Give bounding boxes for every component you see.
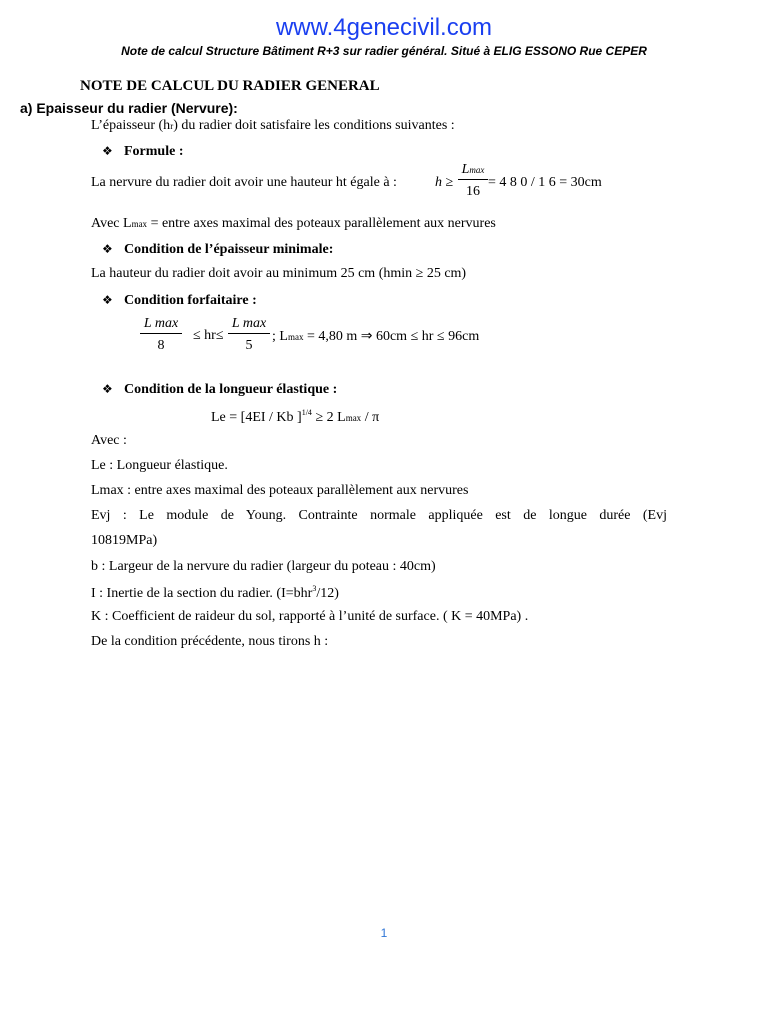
site-url-link[interactable]: www.4genecivil.com	[275, 14, 493, 41]
def-i-post: /12)	[316, 586, 339, 601]
section-heading-a: a) Epaisseur du radier (Nervure):	[20, 100, 238, 116]
le-formula-sup: 1/4	[301, 408, 312, 417]
forf-numerator-2: L max	[228, 316, 270, 334]
formula-fraction	[458, 162, 488, 200]
le-formula	[211, 408, 379, 426]
le-formula-pre: Le = [4EI / Kb ]	[211, 410, 302, 425]
intro-text-post: ) du radier doit satisfaire les conditions suivantes :	[173, 118, 455, 133]
formula-num-sub: max	[469, 165, 485, 175]
forf-middle: ≤ hr≤	[193, 328, 224, 343]
forf-rest-pre: ; L	[272, 329, 288, 344]
formula-num-l: L	[461, 162, 470, 177]
formule-heading	[102, 144, 183, 160]
formula-numerator	[458, 162, 488, 180]
avec-lmax-post: = entre axes maximal des poteaux parallèlement aux nervures	[147, 216, 496, 231]
def-i	[91, 584, 339, 602]
diamond-bullet-icon: ❖	[102, 242, 113, 256]
cond-min-heading-text: Condition de l’épaisseur minimale:	[124, 242, 334, 257]
def-i-sup: 3	[312, 584, 317, 593]
cond-min-heading	[102, 242, 333, 258]
def-le: Le : Longueur élastique.	[91, 458, 228, 473]
forf-fraction-1	[140, 316, 182, 354]
intro-text-sub: r	[170, 121, 174, 131]
cond-forf-heading-text: Condition forfaitaire :	[124, 293, 257, 308]
formula-h: h ≥	[435, 175, 454, 190]
def-b: b : Largeur de la nervure du radier (largeur du poteau : 40cm)	[91, 559, 436, 574]
cond-el-heading-text: Condition de la longueur élastique :	[124, 382, 338, 397]
cond-forf-heading	[102, 293, 257, 309]
intro-paragraph	[91, 118, 455, 134]
diamond-bullet-icon: ❖	[102, 144, 113, 158]
document-subtitle: Note de calcul Structure Bâtiment R+3 sur radier général. Situé à ELIG ESSONO Rue CEPER	[121, 44, 647, 58]
le-formula-sub: max	[345, 413, 362, 423]
forf-fraction-2	[228, 316, 270, 354]
def-k: K : Coefficient de raideur du sol, rapporté à l’unité de surface. ( K = 40MPa) .	[91, 609, 529, 624]
document-title: NOTE DE CALCUL DU RADIER GENERAL	[80, 78, 380, 94]
forf-denominator-2: 5	[245, 338, 253, 353]
conclusion-text: De la condition précédente, nous tirons h :	[91, 634, 329, 649]
diamond-bullet-icon: ❖	[102, 382, 113, 396]
avec-lmax-pre: Avec L	[91, 216, 132, 231]
intro-text-pre: L’épaisseur (h	[91, 118, 171, 133]
forf-rest	[272, 328, 479, 345]
forf-numerator-1: L max	[140, 316, 182, 334]
page-number: 1	[380, 926, 388, 940]
forf-denominator-1: 8	[157, 338, 165, 353]
formule-heading-text: Formule :	[124, 144, 184, 159]
def-i-pre: I : Inertie de la section du radier. (I=bhr	[91, 586, 313, 601]
diamond-bullet-icon: ❖	[102, 293, 113, 307]
avec-label: Avec :	[91, 433, 127, 448]
cond-el-heading	[102, 382, 337, 398]
formula-denominator: 16	[466, 184, 480, 199]
def-lmax: Lmax : entre axes maximal des poteaux parallèlement aux nervures	[91, 483, 469, 498]
def-evj-line1: Evj : Le module de Young. Contrainte normale appliquée est de longue durée (Evj	[91, 508, 667, 523]
avec-lmax-text	[91, 216, 496, 232]
forf-rest-sub: max	[287, 332, 304, 342]
nervure-text: La nervure du radier doit avoir une hauteur ht égale à :	[91, 175, 397, 190]
cond-min-text: La hauteur du radier doit avoir au minimum 25 cm (hmin ≥ 25 cm)	[91, 266, 467, 281]
forf-rest-post: = 4,80 m ⇒ 60cm ≤ hr ≤ 96cm	[303, 329, 480, 344]
le-formula-mid: ≥ 2 L	[311, 410, 346, 425]
formula-result: = 4 8 0 / 1 6 = 30cm	[488, 175, 602, 190]
def-evj-line2: 10819MPa)	[91, 533, 158, 548]
le-formula-post: / π	[361, 410, 380, 425]
avec-lmax-sub: max	[131, 219, 148, 229]
